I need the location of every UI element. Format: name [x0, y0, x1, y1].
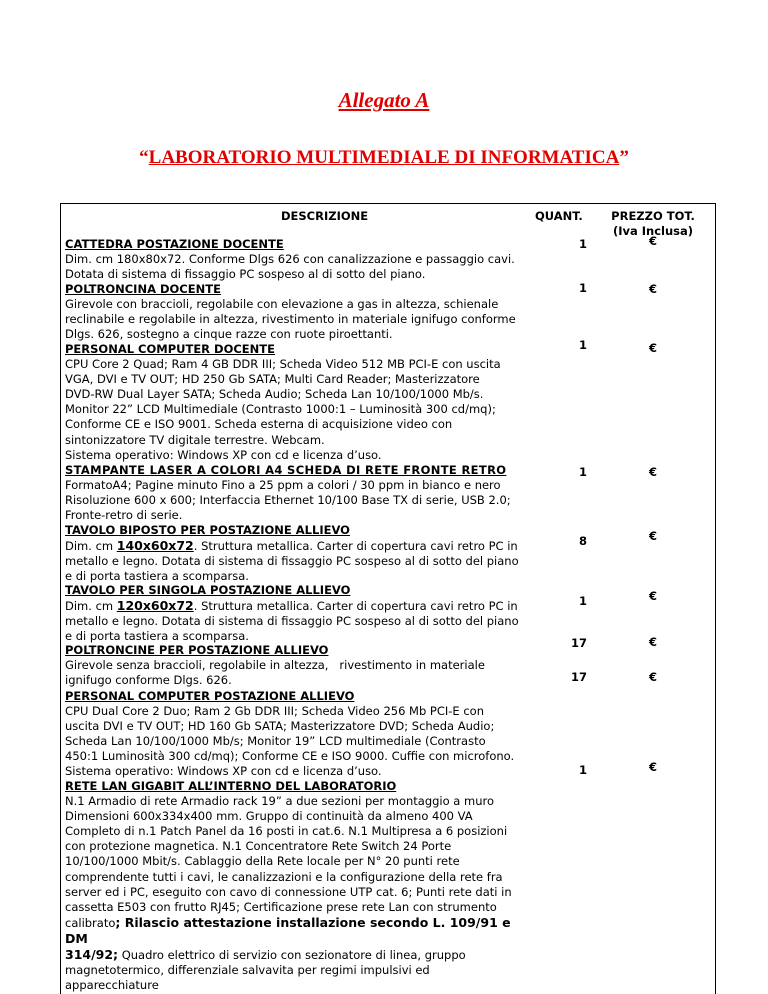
- row-price: €: [648, 234, 657, 248]
- row-line: Dim. cm 180x80x72. Conforme Dlgs 626 con canalizzazione e passaggio cavi.: [65, 252, 515, 267]
- lab-title-text: LABORATORIO MULTIMEDIALE DI INFORMATICA: [148, 147, 620, 168]
- row-line: 10/100/1000 Mbit/s. Cablaggio della Rete locale per N° 20 punti rete: [65, 854, 460, 869]
- row-line: magnetotermico, differenziale salvavita per regimi impulsivi ed apparecchiature: [65, 963, 430, 993]
- row-dim-prefix: Dim. cm: [65, 539, 117, 554]
- row-line: CPU Core 2 Quad; Ram 4 GB DDR III; Scheda Video 512 MB PCI-E con uscita: [65, 357, 501, 372]
- row-line: Dlgs. 626, sostegno a cinque razze con ruote piroettanti.: [65, 327, 393, 342]
- row-description: [65, 643, 519, 688]
- lab-title-open-quote: “: [139, 147, 149, 168]
- row-title: PERSONAL COMPUTER DOCENTE: [65, 342, 275, 356]
- row-line: Dimensioni 600x334x400 mm. Gruppo di continuità da almeno 400 VA: [65, 809, 473, 824]
- row-line: VGA, DVI e TV OUT; HD 250 Gb SATA; Multi Card Reader; Masterizzatore: [65, 372, 480, 387]
- row-title: CATTEDRA POSTAZIONE DOCENTE: [65, 237, 284, 251]
- row-description: [65, 342, 519, 463]
- lab-title-close-quote: ”: [619, 147, 629, 168]
- row-quantity: 1: [578, 338, 587, 352]
- row-description: [65, 282, 519, 342]
- row-title: TAVOLO PER SINGOLA POSTAZIONE ALLIEVO: [65, 583, 351, 597]
- row-line: cassetta E503 con frutto RJ45; Certificazione prese rete Lan con strumento: [65, 899, 497, 914]
- row-price: €: [648, 760, 657, 774]
- row-price: €: [648, 529, 657, 543]
- row-dimensions: 120x60x72: [116, 598, 194, 614]
- row-line: Dotata di sistema di fissaggio PC sospeso al di sotto del piano.: [65, 267, 426, 282]
- row-price: €: [648, 670, 657, 684]
- row-line: Monitor 22” LCD Multimediale (Contrasto 1000:1 – Luminosità 300 cd/mq);: [65, 402, 496, 417]
- row-line: sintonizzatore TV digitale terrestre. Webcam.: [65, 432, 325, 447]
- lab-title: [0, 147, 768, 169]
- row-line: Sistema operativo: Windows XP con cd e licenza d’uso.: [65, 447, 382, 462]
- row-line: [65, 947, 519, 963]
- row-price: €: [648, 465, 657, 479]
- row-description: [65, 779, 519, 993]
- row-line: reclinabile e regolabile in altezza, rivestimento in materiale ignifugo conforme: [65, 312, 516, 327]
- row-line: [65, 538, 519, 554]
- row-quantity: 1: [578, 594, 587, 608]
- row-line: con protezione magnetica. N.1 Concentratore Rete Switch 24 Porte: [65, 839, 452, 854]
- row-line: Conforme CE e ISO 9001. Scheda esterna di acquisizione video con: [65, 417, 453, 432]
- column-header-quantity: QUANT.: [535, 209, 583, 223]
- row-line: e di porta tastiera a scomparsa.: [65, 629, 249, 644]
- row-description: [65, 689, 519, 780]
- row-dimensions: 140x60x72: [116, 538, 194, 554]
- row-title: PERSONAL COMPUTER POSTAZIONE ALLIEVO: [65, 689, 355, 703]
- row-quantity: 17: [570, 636, 587, 650]
- row-line: DVD-RW Dual Layer SATA; Scheda Audio; Scheda Lan 10/100/1000 Mb/s.: [65, 387, 484, 402]
- row-description: [65, 237, 519, 282]
- row-title: POLTRONCINA DOCENTE: [65, 282, 221, 296]
- row-dm-bold: 314/92;: [65, 947, 119, 963]
- row-dim-suffix: . Struttura metallica. Carter di copertura cavi retro PC in: [193, 599, 518, 614]
- row-line: 450:1 Luminosità 300 cd/mq); Conforme CE e ISO 9000. Cuffie con microfono.: [65, 749, 515, 764]
- row-line: e di porta tastiera a scomparsa.: [65, 569, 249, 584]
- row-title: TAVOLO BIPOSTO PER POSTAZIONE ALLIEVO: [65, 523, 350, 537]
- row-dim-prefix: Dim. cm: [65, 599, 117, 614]
- row-quantity: 1: [578, 763, 587, 777]
- row-description: [65, 583, 519, 644]
- row-line: uscita DVI e TV OUT; HD 160 Gb SATA; Masterizzatore DVD; Scheda Audio;: [65, 719, 495, 734]
- column-header-price-line2: (Iva Inclusa): [612, 224, 694, 238]
- allegato-title: Allegato A: [338, 88, 430, 112]
- row-line: comprendente tutti i cavi, le canalizzazioni e la configurazione della rete fra: [65, 869, 503, 884]
- row-title: POLTRONCINE PER POSTAZIONE ALLIEVO: [65, 643, 329, 657]
- row-line: Sistema operativo: Windows XP con cd e licenza d’uso.: [65, 764, 382, 779]
- row-title: STAMPANTE LASER A COLORI A4 SCHEDA DI RETE FRONTE RETRO: [65, 463, 507, 477]
- row-line: Risoluzione 600 x 600; Interfaccia Ethernet 10/100 Base TX di serie, USB 2.0;: [65, 493, 511, 508]
- row-price: €: [648, 589, 657, 603]
- row-description: [65, 523, 519, 584]
- row-quantity: 1: [578, 281, 587, 295]
- row-cal-bold: ; Rilascio attestazione installazione secondo L. 109/91 e DM: [65, 914, 511, 946]
- row-line: Scheda Lan 10/100/1000 Mb/s; Monitor 19” LCD multimediale (Contrasto: [65, 734, 486, 749]
- row-title: RETE LAN GIGABIT ALL’INTERNO DEL LABORATORIO: [65, 779, 397, 793]
- row-quantity: 1: [578, 465, 587, 479]
- row-price: €: [648, 341, 657, 355]
- row-quantity: 17: [570, 670, 587, 684]
- items-table: [60, 203, 716, 994]
- row-line: Girevole senza braccioli, regolabile in altezza, rivestimento in materiale: [65, 658, 485, 673]
- row-quantity: 8: [578, 534, 587, 548]
- row-line: N.1 Armadio di rete Armadio rack 19” a due sezioni per montaggio a muro: [65, 794, 495, 809]
- row-line: ignifugo conforme Dlgs. 626.: [65, 673, 232, 688]
- row-price: €: [648, 282, 657, 296]
- column-header-price-line1: PREZZO TOT.: [611, 209, 695, 223]
- row-line: server ed i PC, eseguito con cavo di connessione UTP cat. 6; Punti rete dati in: [65, 884, 512, 899]
- row-line: FormatoA4; Pagine minuto Fino a 25 ppm a colori / 30 ppm in bianco e nero: [65, 478, 501, 493]
- row-line: Completo di n.1 Patch Panel da 16 posti in cat.6. N.1 Multipresa a 6 posizioni: [65, 824, 508, 839]
- row-line: Fronte-retro di serie.: [65, 508, 183, 523]
- row-line: metallo e legno. Dotata di sistema di fissaggio PC sospeso al di sotto del piano: [65, 614, 519, 629]
- row-line: [65, 915, 519, 947]
- row-line: Girevole con braccioli, regolabile con elevazione a gas in altezza, schienale: [65, 297, 499, 312]
- row-description: [65, 463, 519, 523]
- row-line: metallo e legno. Dotata di sistema di fissaggio PC sospeso al di sotto del piano: [65, 554, 519, 569]
- row-dm-suffix: Quadro elettrico di servizio con sezionatore di linea, gruppo: [118, 948, 466, 963]
- row-quantity: 1: [578, 237, 587, 251]
- column-header-description: DESCRIZIONE: [281, 209, 369, 223]
- row-price: €: [648, 635, 657, 649]
- row-dim-suffix: . Struttura metallica. Carter di copertura cavi retro PC in: [193, 539, 518, 554]
- row-cal-prefix: calibrato: [65, 915, 116, 930]
- row-line: CPU Dual Core 2 Duo; Ram 2 Gb DDR III; Scheda Video 256 Mb PCI-E con: [65, 704, 484, 719]
- row-line: [65, 598, 519, 614]
